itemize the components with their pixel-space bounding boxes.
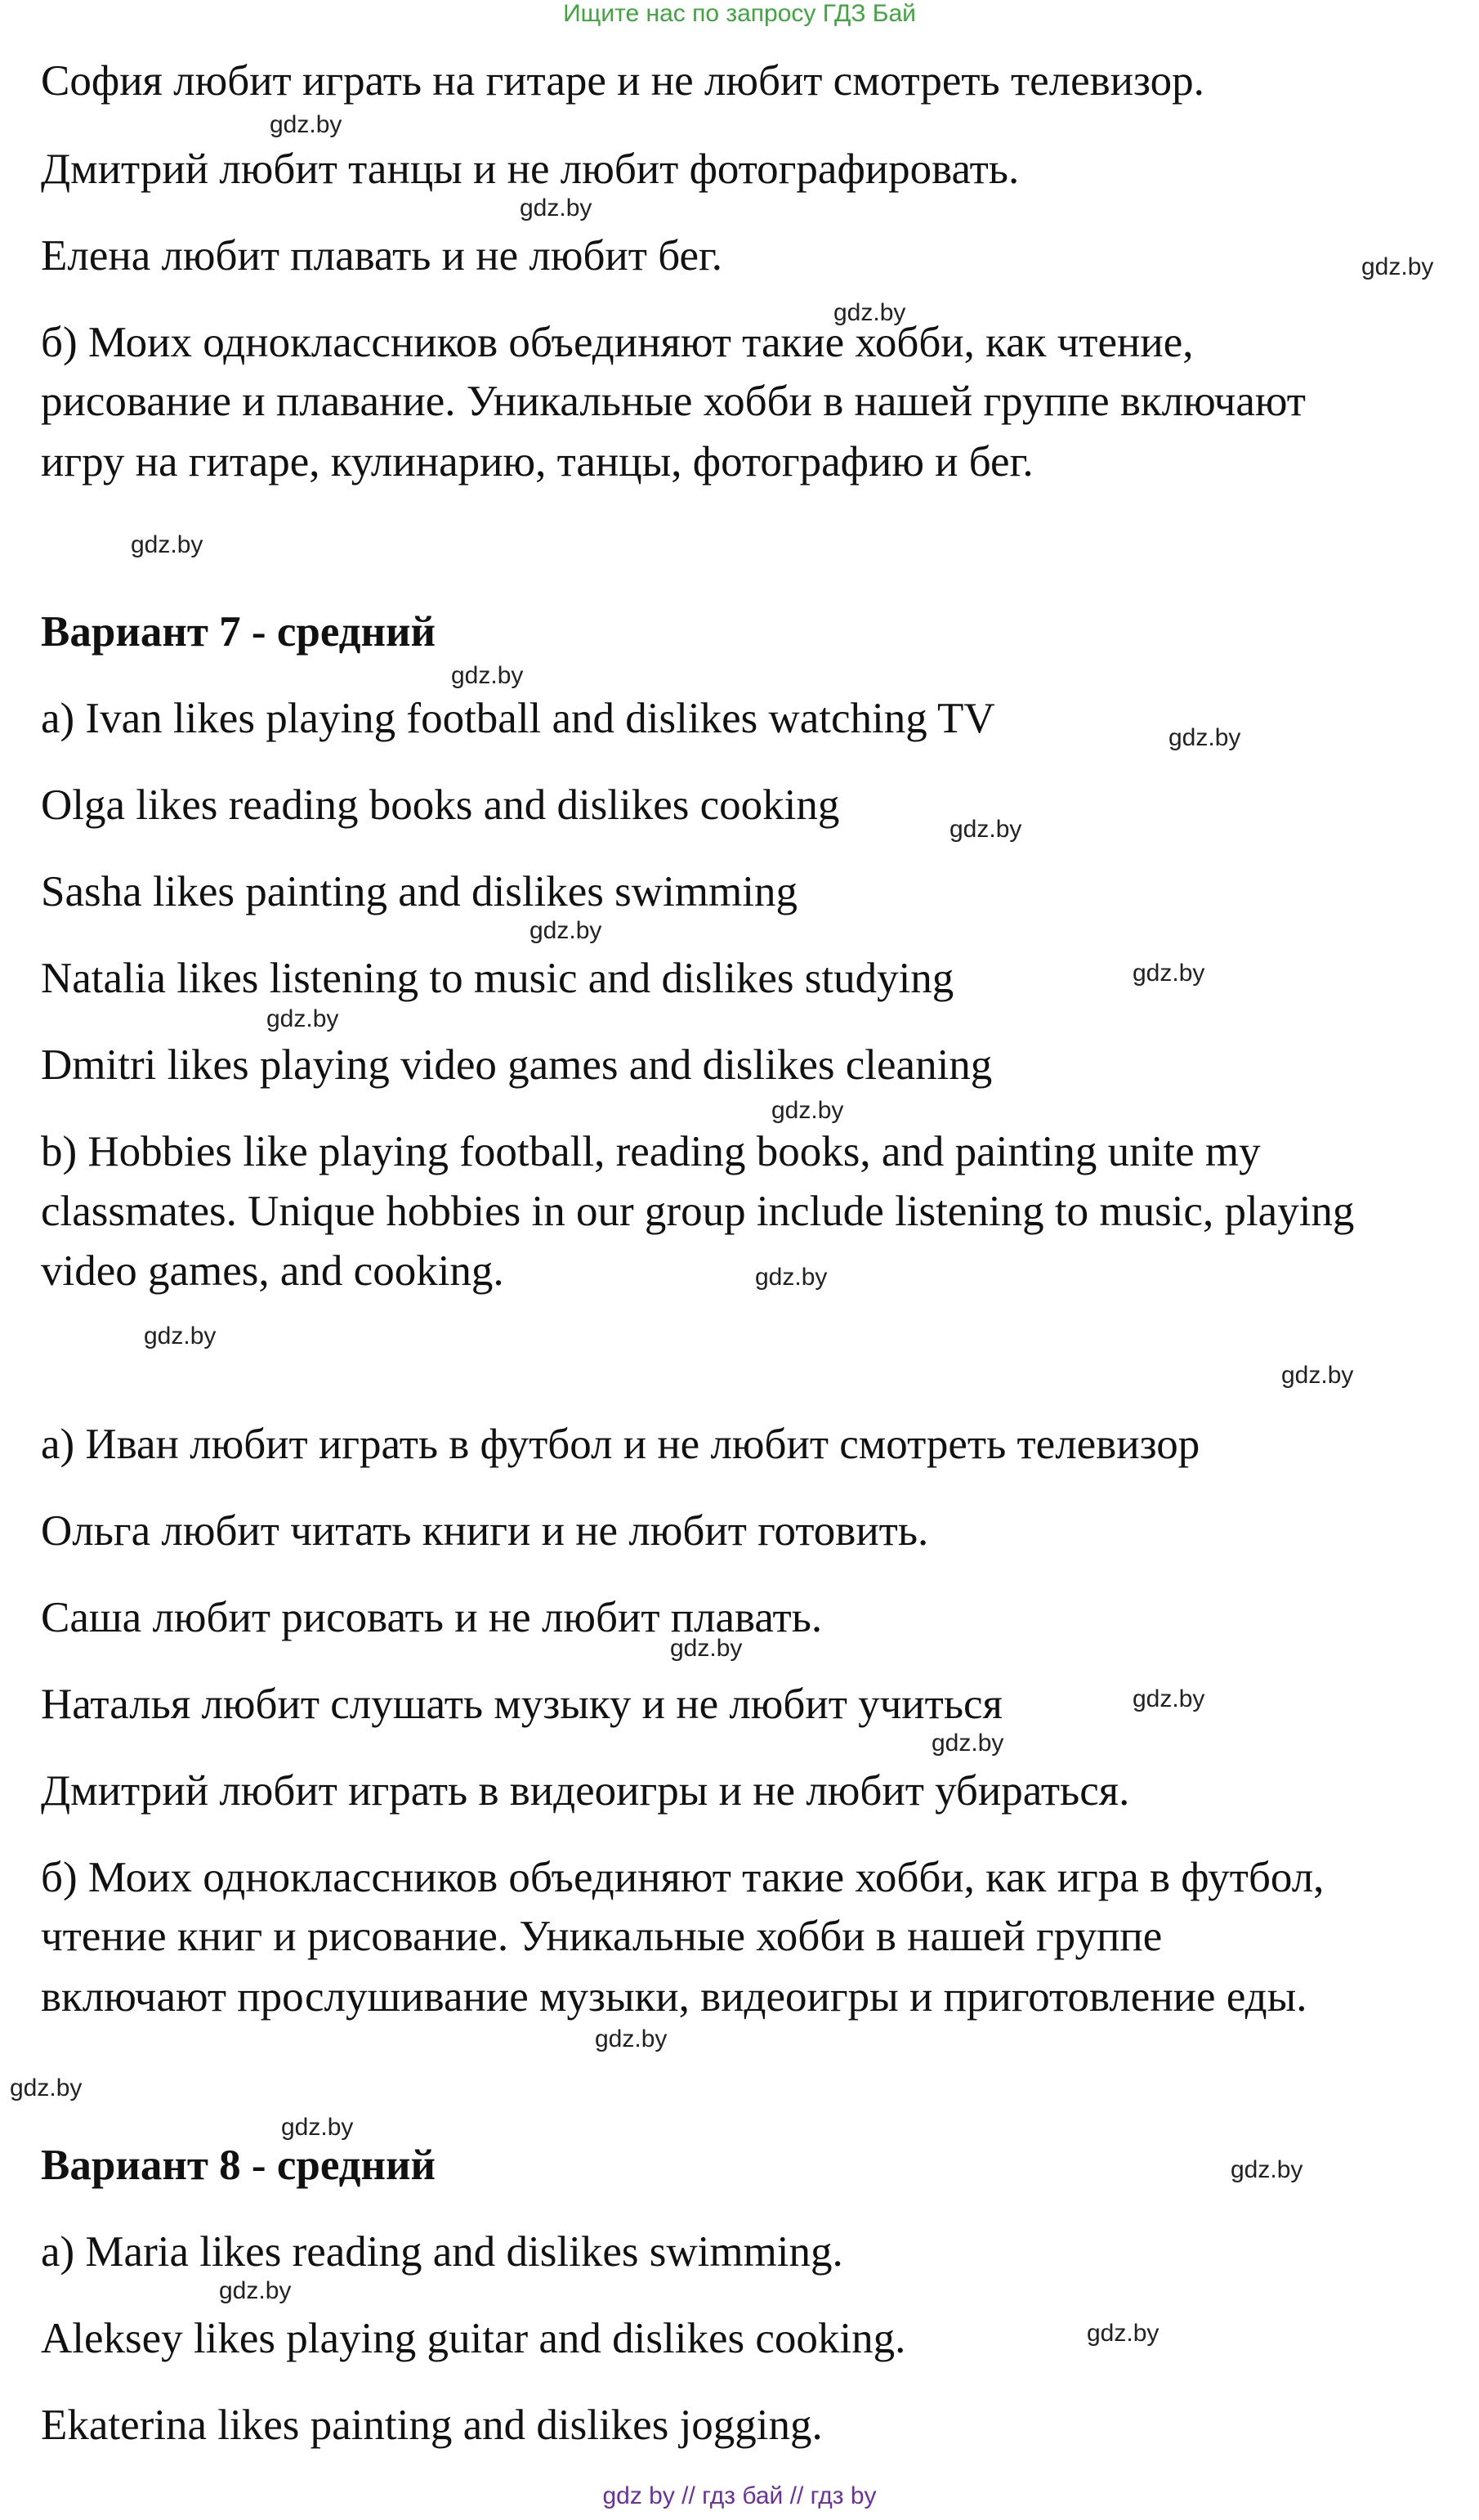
- v7-en-line-olga: Olga likes reading books and dislikes cooking: [41, 781, 840, 829]
- v7-ru-line-dmitri: Дмитрий любит играть в видеоигры и не любит убираться.: [41, 1767, 1130, 1815]
- watermark: gdz.by: [219, 2277, 292, 2304]
- watermark: gdz.by: [1361, 253, 1434, 280]
- watermark: gdz.by: [595, 2025, 668, 2052]
- v7-en-paragraph-b-line-2: classmates. Unique hobbies in our group include listening to music, playing: [41, 1188, 1355, 1235]
- v7-ru-paragraph-b-line-1: б) Моих одноклассников объединяют такие хобби, как игра в футбол,: [41, 1854, 1325, 1901]
- watermark: gdz.by: [1087, 2320, 1160, 2347]
- v7-en-line-sasha: Sasha likes painting and dislikes swimming: [41, 868, 798, 915]
- sentence-dmitry: Дмитрий любит танцы и не любит фотографировать.: [41, 145, 1020, 193]
- watermark: gdz.by: [833, 299, 906, 326]
- v7-ru-line-ivan: а) Иван любит играть в футбол и не любит смотреть телевизор: [41, 1421, 1200, 1468]
- watermark: gdz.by: [270, 111, 342, 138]
- v8-en-line-aleksey: Aleksey likes playing guitar and dislikes cooking.: [41, 2315, 906, 2362]
- watermark: gdz.by: [755, 1264, 828, 1291]
- v7-ru-paragraph-b-line-3: включают прослушивание музыки, видеоигры и приготовление еды.: [41, 1973, 1307, 2021]
- watermark: gdz.by: [1168, 724, 1241, 751]
- footer-links: gdz by // гдз бай // гдз by: [602, 2482, 877, 2509]
- watermark: gdz.by: [670, 1635, 743, 1662]
- watermark: gdz.by: [1133, 1685, 1205, 1712]
- v7-en-line-ivan: a) Ivan likes playing football and dislikes watching TV: [41, 695, 995, 742]
- watermark: gdz.by: [144, 1323, 217, 1350]
- variant-7-heading: Вариант 7 - средний: [41, 608, 436, 656]
- v8-en-line-maria: a) Maria likes reading and dislikes swimming.: [41, 2228, 843, 2276]
- v7-ru-line-sasha: Саша любит рисовать и не любит плавать.: [41, 1594, 823, 1641]
- v7-ru-line-natalia: Наталья любит слушать музыку и не любит учиться: [41, 1681, 1003, 1728]
- watermark: gdz.by: [771, 1097, 844, 1124]
- v8-en-line-ekaterina: Ekaterina likes painting and dislikes jogging.: [41, 2401, 823, 2449]
- watermark: gdz.by: [451, 662, 524, 689]
- watermark: gdz.by: [281, 2114, 354, 2141]
- v7-en-line-dmitri: Dmitri likes playing video games and dislikes cleaning: [41, 1041, 993, 1089]
- watermark: gdz.by: [266, 1005, 339, 1032]
- v7-en-paragraph-b-line-1: b) Hobbies like playing football, reading books, and painting unite my: [41, 1128, 1261, 1175]
- search-hint-banner: Ищите нас по запросу ГДЗ Бай: [563, 0, 916, 27]
- watermark: gdz.by: [932, 1730, 1004, 1757]
- watermark: gdz.by: [529, 917, 602, 944]
- watermark: gdz.by: [1281, 1362, 1354, 1389]
- watermark: gdz.by: [1231, 2156, 1303, 2183]
- sentence-elena: Елена любит плавать и не любит бег.: [41, 232, 722, 280]
- v7-ru-line-olga: Ольга любит читать книги и не любит готовить.: [41, 1507, 929, 1555]
- paragraph-b-line-1: б) Моих одноклассников объединяют такие хобби, как чтение,: [41, 319, 1194, 366]
- watermark: gdz.by: [520, 195, 592, 222]
- variant-8-heading: Вариант 8 - средний: [41, 2142, 436, 2189]
- paragraph-b-line-3: игру на гитаре, кулинарию, танцы, фотографию и бег.: [41, 438, 1034, 486]
- watermark: gdz.by: [1133, 960, 1205, 987]
- sentence-sofia: София любит играть на гитаре и не любит смотреть телевизор.: [41, 57, 1204, 105]
- paragraph-b-line-2: рисование и плавание. Уникальные хобби в нашей группе включают: [41, 378, 1306, 425]
- v7-en-line-natalia: Natalia likes listening to music and dislikes studying: [41, 955, 954, 1002]
- watermark: gdz.by: [10, 2075, 83, 2101]
- v7-en-paragraph-b-line-3: video games, and cooking.: [41, 1247, 504, 1295]
- v7-ru-paragraph-b-line-2: чтение книг и рисование. Уникальные хобби в нашей группе: [41, 1913, 1163, 1960]
- watermark: gdz.by: [131, 531, 203, 558]
- watermark: gdz.by: [950, 816, 1022, 843]
